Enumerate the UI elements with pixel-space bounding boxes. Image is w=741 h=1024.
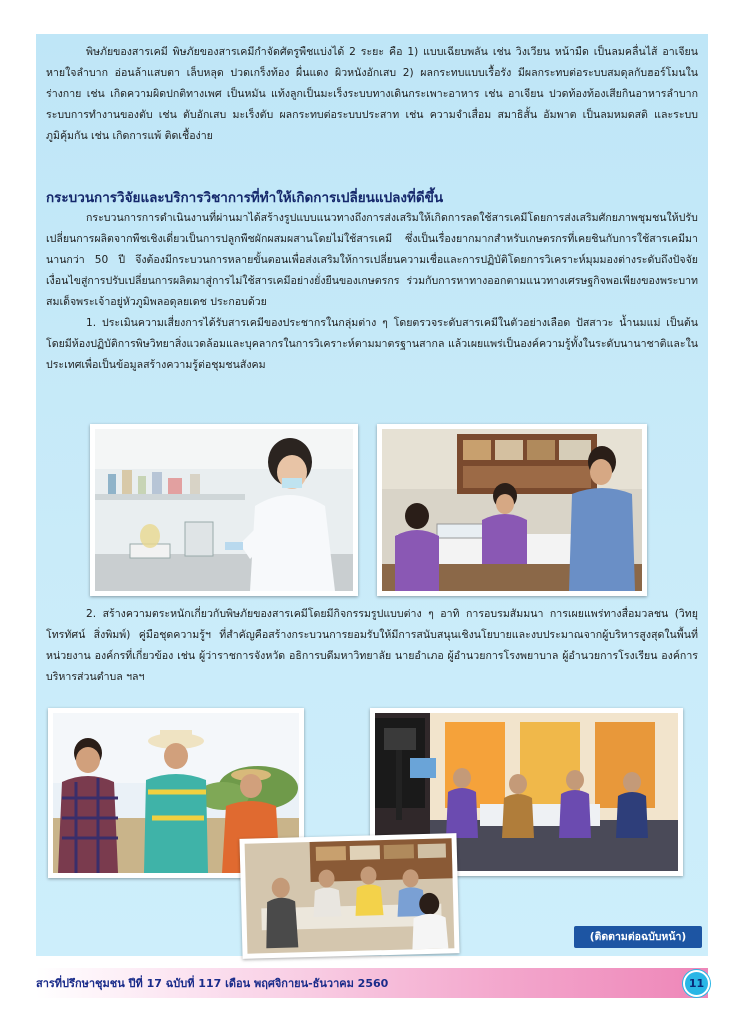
intro-text: พิษภัยของสารเคมี พิษภัยของสารเคมีกำจัดศัตรูพืชแบ่งได้ 2 ระยะ คือ 1) แบบเฉียบพลัน เช่น วิงเวียน หน้ามืด เป็นลมคลื่นไส้ อาเจียน หายใจลำบาก อ่อนล้าแสบตา เล็บหลุด ปวดเกร็งท้อง ผื่นแดง ผิวหนังอักเสบ 2) ผลกระทบแบบเรื้อรัง มีผลกระทบต่อระบบสมดุลกับฮอร์โมนในร่างกาย เช่น เกิดความผิดปกติทางเพศ เป็นหมัน แท้งลูกเป็นมะเร็งระบบทางเดินกระเพาะอาหาร เช่น อาเจียน ปวดท้องท้องเสียกินอาหารลำบาก ระบบการทำงานของตับ เช่น ตับอักเสบ มะเร็งตับ ผลกระทบต่อระบบประสาท เช่น ความจำเสื่อม สมาธิสั้น อัมพาต เป็นลมหมดสติ และระบบภูมิคุ้มกัน เช่น เกิดการแพ้ ติดเชื้อง่าย (46, 46, 698, 142)
process-text: กระบวนการการดำเนินงานที่ผ่านมาได้สร้างรูปแบบแนวทางถึงการส่งเสริมให้เกิดการลดใช้สารเคมีโดยการส่งเสริมศักยภาพชุมชนให้ปรับเปลี่ยนการผลิตจากพืชเชิงเดี่ยวเป็นการปลูกพืชผักผสมผสานโดยไม่ใช้สารเคมี ซึ่งเป็นเรื่องยากมากสำหรับเกษตรกรที่เคยชินกับการใช้สารเคมีมานานกว่า 50 ปี จึงต้องมีกระบวนการหลายขั้นตอนเพื่อส่งเสริมให้การเปลี่ยนความเชื่อและการปฏิบัติโดยการวิเคราะห์มุมมองต่างระดับถึงปัจจัยเงื่อนไขสู่การปรับเปลี่ยนการผลิตมาสู่การไม่ใช้สารเคมีอย่างยั่งยืนของเกษตรกร ร่วมกับการหาทางออกตามแนวทางเศรษฐกิจพอเพียงของพระบาทสมเด็จพระเจ้าอยู่หัวภูมิพลอดุลยเดช ประกอบด้วย (46, 212, 698, 308)
meeting-photo (239, 833, 459, 959)
item-2-text: 2. สร้างความตระหนักเกี่ยวกับพิษภัยของสารเคมีโดยมีกิจกรรมรูปแบบต่าง ๆ อาทิ การอบรมสัมมนา การเผยแพร่ทางสื่อมวลชน (วิทยุ โทรทัศน์ สิ่งพิมพ์) คู่มือชุดความรู้ฯ ที่สำคัญคือสร้างกระบวนการยอมรับให้มีการสนับสนุนเชิงนโยบายและงบประมาณจากผู้บริหารสูงสุดในพื้นที่ หน่วยงาน องค์กรที่เกี่ยวข้อง เช่น ผู้ว่าราชการจังหวัด อธิการบดีมหาวิทยาลัย นายอำเภอ ผู้อำนวยการโรงพยาบาล ผู้อำนวยการโรงเรียน องค์การบริหารส่วนตำบล ฯลฯ (46, 608, 698, 683)
section-heading: กระบวนการวิจัยและบริการวิชาการที่ทำให้เกิดการเปลี่ยนแปลงที่ดีขึ้น (46, 190, 444, 206)
process-paragraph (46, 208, 698, 376)
continued-next-issue-label: (ติดตามต่อฉบับหน้า) (574, 926, 702, 948)
footer-magazine-info: สารที่ปรึกษาชุมชน ปีที่ 17 ฉบับที่ 117 เดือน พฤศจิกายน-ธันวาคม 2560 (36, 977, 389, 990)
item-2-paragraph (46, 604, 698, 688)
item-1-text: 1. ประเมินความเสี่ยงการได้รับสารเคมีของประชากรในกลุ่มต่าง ๆ โดยตรวจระดับสารเคมีในตัวอย่างเลือด ปัสสาวะ น้ำนมแม่ เป็นต้น โดยมีห้องปฏิบัติการพิษวิทยาสิ่งแวดล้อมและบุคลากรในการวิเคราะห์ตามมาตรฐานสากล แล้วเผยแพร่เป็นองค์ความรู้ทั้งในระดับนานาชาติและในประเทศเพื่อเป็นข้อมูลสร้างความรู้ต่อชุมชนสังคม (46, 317, 698, 371)
intro-paragraph (46, 42, 698, 147)
lab-technicians-photo (377, 424, 647, 596)
lab-researcher-photo (90, 424, 358, 596)
page-number-badge: 11 (683, 970, 710, 997)
